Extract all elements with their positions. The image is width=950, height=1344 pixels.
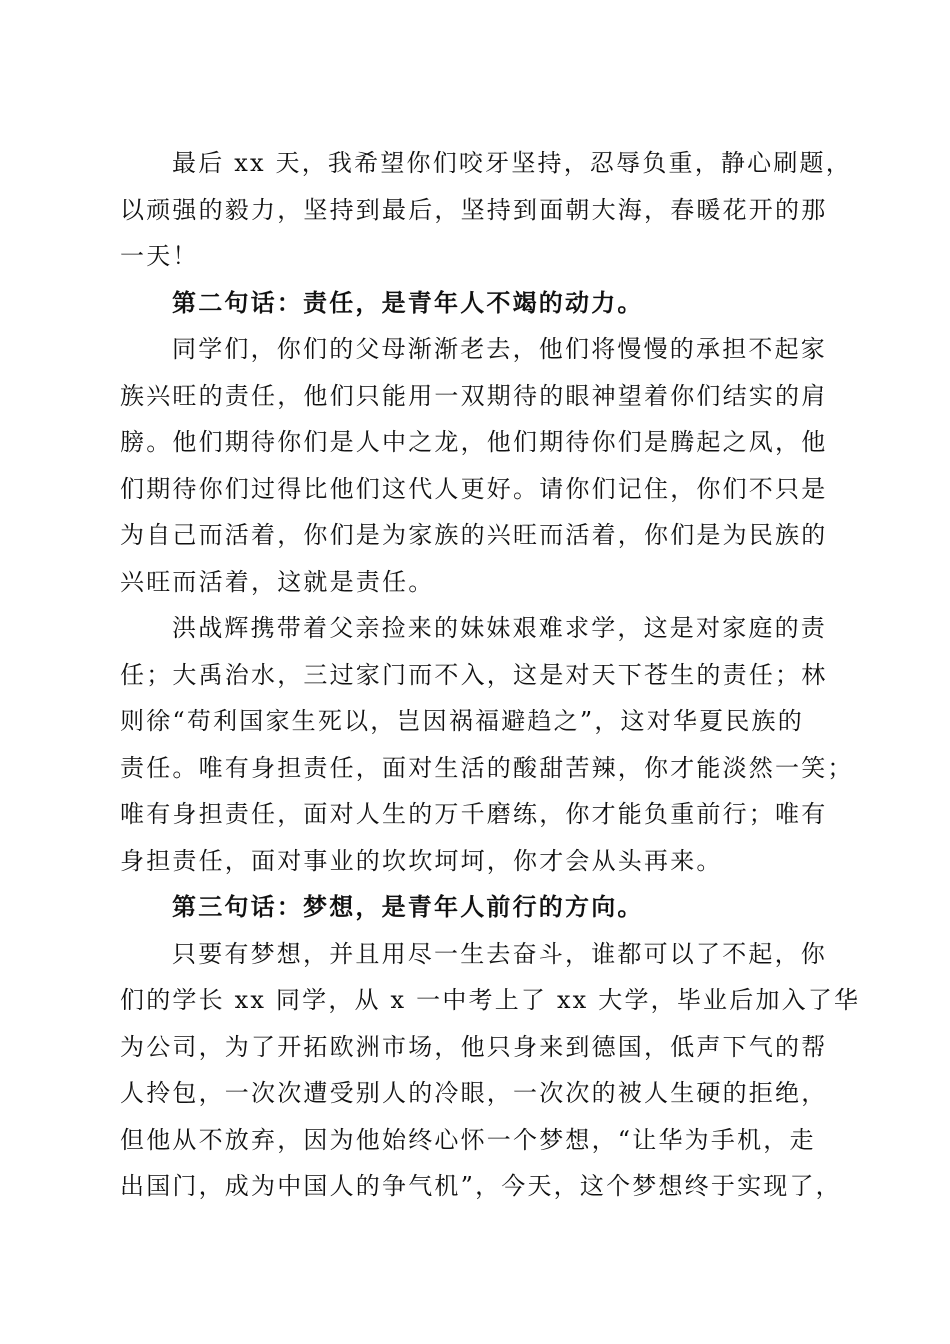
text-line: 膀。他们期待你们是人中之龙，他们期待你们是腾起之凤，他 xyxy=(120,428,828,456)
text-line: 责任。唯有身担责任，面对生活的酸甜苦辣，你才能淡然一笑； xyxy=(120,753,854,782)
text-line: 为公司，为了开拓欧洲市场，他只身来到德国，低声下气的帮 xyxy=(120,1032,828,1061)
text-line: 族兴旺的责任，他们只能用一双期待的眼神望着你们结实的肩 xyxy=(120,381,828,410)
section-heading-responsibility xyxy=(120,280,832,327)
text-line: 只要有梦想，并且用尽一生去奋斗，谁都可以了不起，你 xyxy=(172,939,827,968)
text-line: 任；大禹治水，三过家门而不入，这是对天下苍生的责任；林 xyxy=(120,660,828,689)
section-heading-dream xyxy=(120,884,832,931)
paragraph-responsibility-examples xyxy=(120,605,854,884)
paragraph-responsibility-parents xyxy=(120,326,832,605)
text-line: 人拎包，一次次遭受别人的冷眼，一次次的被人生硬的拒绝， xyxy=(120,1079,828,1107)
text-line: 们的学长 xx 同学，从 x 一中考上了 xx 大学，毕业后加入了华 xyxy=(120,986,861,1014)
text-line: 出国门，成为中国人的争气机”，今天，这个梦想终于实现了， xyxy=(120,1172,842,1200)
text-line: 兴旺而活着，这就是责任。 xyxy=(120,567,435,596)
text-line: 但他从不放弃，因为他始终心怀一个梦想，“让华为手机，走 xyxy=(120,1125,816,1154)
text-line: 以顽强的毅力，坚持到最后，坚持到面朝大海，春暖花开的那 xyxy=(120,195,828,224)
document-body xyxy=(120,140,861,1210)
text-line: 洪战辉携带着父亲捡来的妹妹艰难求学，这是对家庭的责 xyxy=(172,614,827,642)
text-line: 为自己而活着，你们是为家族的兴旺而活着，你们是为民族的 xyxy=(120,521,828,549)
text-line: 唯有身担责任，面对人生的万千磨练，你才能负重前行；唯有 xyxy=(120,800,828,828)
heading-text: 第二句话：责任，是青年人不竭的动力。 xyxy=(172,287,644,317)
paragraph-dream xyxy=(120,931,861,1210)
text-line: 们期待你们过得比他们这代人更好。请你们记住，你们不只是 xyxy=(120,474,828,503)
text-line: 同学们，你们的父母渐渐老去，他们将慢慢的承担不起家 xyxy=(172,335,827,363)
text-line: 身担责任，面对事业的坎坎坷坷，你才会从头再来。 xyxy=(120,846,723,875)
text-line: 一天！ xyxy=(120,242,199,270)
heading-text: 第三句话：梦想，是青年人前行的方向。 xyxy=(172,892,644,921)
paragraph-perseverance xyxy=(120,140,852,280)
text-line: 则徐“苟利国家生死以，岂因祸福避趋之”，这对华夏民族的 xyxy=(120,707,804,735)
text-line: 最后 xx 天，我希望你们咬牙坚持，忍辱负重，静心刷题， xyxy=(172,149,852,177)
